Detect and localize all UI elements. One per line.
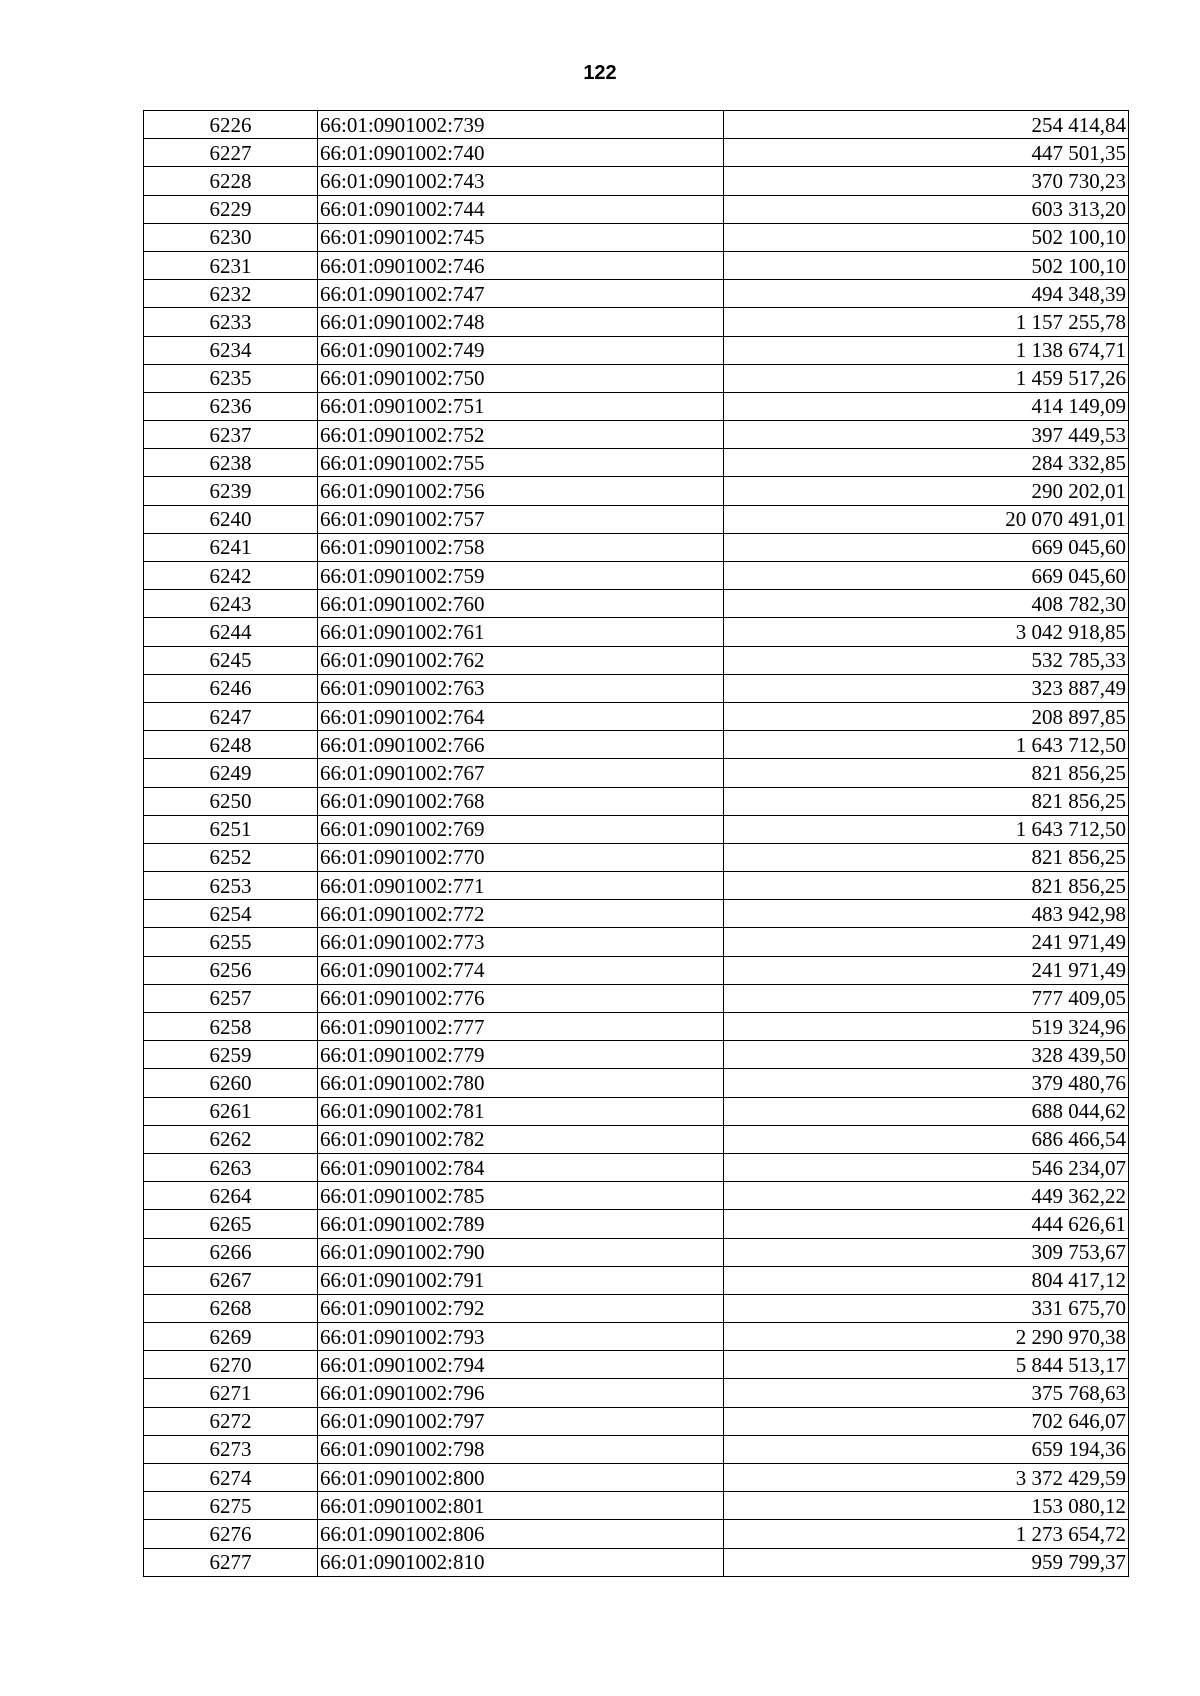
table-row: [144, 1238, 1129, 1266]
cadastral-number-cell: 66:01:0901002:750: [318, 364, 724, 392]
table-row: [144, 1097, 1129, 1125]
row-number-cell: 6250: [144, 787, 318, 815]
cadastral-number-cell: 66:01:0901002:756: [318, 477, 724, 505]
cadastral-number-cell: 66:01:0901002:771: [318, 872, 724, 900]
row-number-cell: 6233: [144, 308, 318, 336]
cadastral-number-cell: 66:01:0901002:784: [318, 1153, 724, 1181]
table-row: [144, 1153, 1129, 1181]
table-row: [144, 900, 1129, 928]
cadastral-value-cell: 1 643 712,50: [724, 815, 1129, 843]
table-row: [144, 562, 1129, 590]
row-number-cell: 6238: [144, 449, 318, 477]
cadastral-number-cell: 66:01:0901002:764: [318, 702, 724, 730]
cadastral-value-cell: 669 045,60: [724, 533, 1129, 561]
cadastral-number-cell: 66:01:0901002:781: [318, 1097, 724, 1125]
cadastral-value-cell: 408 782,30: [724, 590, 1129, 618]
table-row: [144, 1182, 1129, 1210]
cadastral-number-cell: 66:01:0901002:768: [318, 787, 724, 815]
cadastral-value-cell: 254 414,84: [724, 111, 1129, 139]
table-row: [144, 843, 1129, 871]
cadastral-number-cell: 66:01:0901002:743: [318, 167, 724, 195]
cadastral-value-cell: 483 942,98: [724, 900, 1129, 928]
cadastral-value-cell: 309 753,67: [724, 1238, 1129, 1266]
cadastral-number-cell: 66:01:0901002:763: [318, 674, 724, 702]
table-row: [144, 139, 1129, 167]
table-row: [144, 1407, 1129, 1435]
table-row: [144, 223, 1129, 251]
table-row: [144, 308, 1129, 336]
row-number-cell: 6243: [144, 590, 318, 618]
cadastral-number-cell: 66:01:0901002:769: [318, 815, 724, 843]
row-number-cell: 6232: [144, 280, 318, 308]
row-number-cell: 6252: [144, 843, 318, 871]
cadastral-value-cell: 449 362,22: [724, 1182, 1129, 1210]
table-row: [144, 1041, 1129, 1069]
table-row: [144, 1548, 1129, 1576]
table-row: [144, 1520, 1129, 1548]
table-row: [144, 731, 1129, 759]
cadastral-value-cell: 414 149,09: [724, 392, 1129, 420]
cadastral-number-cell: 66:01:0901002:755: [318, 449, 724, 477]
row-number-cell: 6275: [144, 1492, 318, 1520]
row-number-cell: 6236: [144, 392, 318, 420]
cadastral-value-cell: 688 044,62: [724, 1097, 1129, 1125]
cadastral-number-cell: 66:01:0901002:782: [318, 1125, 724, 1153]
cadastral-number-cell: 66:01:0901002:800: [318, 1464, 724, 1492]
table-row: [144, 590, 1129, 618]
row-number-cell: 6272: [144, 1407, 318, 1435]
row-number-cell: 6227: [144, 139, 318, 167]
table-row: [144, 449, 1129, 477]
table-row: [144, 1492, 1129, 1520]
row-number-cell: 6247: [144, 702, 318, 730]
cadastral-value-cell: 2 290 970,38: [724, 1323, 1129, 1351]
table-row: [144, 815, 1129, 843]
table-row: [144, 111, 1129, 139]
row-number-cell: 6260: [144, 1069, 318, 1097]
table-row: [144, 505, 1129, 533]
table-row: [144, 1464, 1129, 1492]
row-number-cell: 6266: [144, 1238, 318, 1266]
cadastral-value-cell: 686 466,54: [724, 1125, 1129, 1153]
table-row: [144, 759, 1129, 787]
row-number-cell: 6276: [144, 1520, 318, 1548]
row-number-cell: 6244: [144, 618, 318, 646]
table-row: [144, 872, 1129, 900]
row-number-cell: 6231: [144, 251, 318, 279]
cadastral-value-cell: 1 138 674,71: [724, 336, 1129, 364]
cadastral-number-cell: 66:01:0901002:747: [318, 280, 724, 308]
row-number-cell: 6237: [144, 421, 318, 449]
cadastral-value-cell: 532 785,33: [724, 646, 1129, 674]
table-row: [144, 1210, 1129, 1238]
cadastral-value-cell: 669 045,60: [724, 562, 1129, 590]
cadastral-value-cell: 1 459 517,26: [724, 364, 1129, 392]
table-row: [144, 928, 1129, 956]
cadastral-value-cell: 447 501,35: [724, 139, 1129, 167]
row-number-cell: 6267: [144, 1266, 318, 1294]
cadastral-number-cell: 66:01:0901002:789: [318, 1210, 724, 1238]
table-row: [144, 477, 1129, 505]
cadastral-number-cell: 66:01:0901002:793: [318, 1323, 724, 1351]
row-number-cell: 6262: [144, 1125, 318, 1153]
table-row: [144, 1125, 1129, 1153]
table-row: [144, 1323, 1129, 1351]
row-number-cell: 6241: [144, 533, 318, 561]
table-row: [144, 1294, 1129, 1322]
table-row: [144, 421, 1129, 449]
cadastral-number-cell: 66:01:0901002:749: [318, 336, 724, 364]
table-row: [144, 364, 1129, 392]
row-number-cell: 6257: [144, 984, 318, 1012]
table-row: [144, 533, 1129, 561]
table-row: [144, 787, 1129, 815]
cadastral-value-cell: 821 856,25: [724, 787, 1129, 815]
cadastral-value-cell: 959 799,37: [724, 1548, 1129, 1576]
cadastral-number-cell: 66:01:0901002:746: [318, 251, 724, 279]
cadastral-number-cell: 66:01:0901002:758: [318, 533, 724, 561]
cadastral-value-cell: 603 313,20: [724, 195, 1129, 223]
cadastral-value-cell: 702 646,07: [724, 1407, 1129, 1435]
row-number-cell: 6270: [144, 1351, 318, 1379]
row-number-cell: 6228: [144, 167, 318, 195]
cadastral-number-cell: 66:01:0901002:773: [318, 928, 724, 956]
table-row: [144, 195, 1129, 223]
cadastral-number-cell: 66:01:0901002:780: [318, 1069, 724, 1097]
cadastral-number-cell: 66:01:0901002:759: [318, 562, 724, 590]
cadastral-value-cell: 659 194,36: [724, 1435, 1129, 1463]
table-row: [144, 1351, 1129, 1379]
cadastral-value-cell: 546 234,07: [724, 1153, 1129, 1181]
cadastral-value-cell: 331 675,70: [724, 1294, 1129, 1322]
cadastral-value-cell: 328 439,50: [724, 1041, 1129, 1069]
table-row: [144, 1379, 1129, 1407]
table-row: [144, 280, 1129, 308]
cadastral-number-cell: 66:01:0901002:760: [318, 590, 724, 618]
cadastral-number-cell: 66:01:0901002:790: [318, 1238, 724, 1266]
cadastral-value-cell: 397 449,53: [724, 421, 1129, 449]
cadastral-number-cell: 66:01:0901002:739: [318, 111, 724, 139]
cadastral-number-cell: 66:01:0901002:772: [318, 900, 724, 928]
cadastral-value-cell: 494 348,39: [724, 280, 1129, 308]
cadastral-value-cell: 777 409,05: [724, 984, 1129, 1012]
cadastral-number-cell: 66:01:0901002:757: [318, 505, 724, 533]
cadastral-value-cell: 502 100,10: [724, 251, 1129, 279]
row-number-cell: 6253: [144, 872, 318, 900]
cadastral-number-cell: 66:01:0901002:762: [318, 646, 724, 674]
cadastral-number-cell: 66:01:0901002:776: [318, 984, 724, 1012]
cadastral-value-cell: 1 157 255,78: [724, 308, 1129, 336]
table-row: [144, 167, 1129, 195]
row-number-cell: 6269: [144, 1323, 318, 1351]
row-number-cell: 6254: [144, 900, 318, 928]
cadastral-number-cell: 66:01:0901002:740: [318, 139, 724, 167]
row-number-cell: 6265: [144, 1210, 318, 1238]
cadastral-number-cell: 66:01:0901002:752: [318, 421, 724, 449]
cadastral-value-cell: 502 100,10: [724, 223, 1129, 251]
table-row: [144, 1266, 1129, 1294]
cadastral-value-table: [143, 110, 1129, 1577]
table-row: [144, 1069, 1129, 1097]
cadastral-number-cell: 66:01:0901002:792: [318, 1294, 724, 1322]
row-number-cell: 6246: [144, 674, 318, 702]
row-number-cell: 6261: [144, 1097, 318, 1125]
cadastral-value-cell: 821 856,25: [724, 843, 1129, 871]
cadastral-number-cell: 66:01:0901002:770: [318, 843, 724, 871]
row-number-cell: 6259: [144, 1041, 318, 1069]
table-body: [144, 111, 1129, 1577]
row-number-cell: 6258: [144, 1013, 318, 1041]
cadastral-value-cell: 323 887,49: [724, 674, 1129, 702]
table-row: [144, 1435, 1129, 1463]
table-row: [144, 956, 1129, 984]
cadastral-value-cell: 1 273 654,72: [724, 1520, 1129, 1548]
row-number-cell: 6256: [144, 956, 318, 984]
row-number-cell: 6271: [144, 1379, 318, 1407]
cadastral-value-cell: 375 768,63: [724, 1379, 1129, 1407]
row-number-cell: 6235: [144, 364, 318, 392]
cadastral-value-cell: 821 856,25: [724, 872, 1129, 900]
row-number-cell: 6239: [144, 477, 318, 505]
cadastral-number-cell: 66:01:0901002:801: [318, 1492, 724, 1520]
table-row: [144, 1013, 1129, 1041]
cadastral-number-cell: 66:01:0901002:785: [318, 1182, 724, 1210]
table-row: [144, 392, 1129, 420]
row-number-cell: 6229: [144, 195, 318, 223]
cadastral-value-cell: 290 202,01: [724, 477, 1129, 505]
cadastral-value-cell: 804 417,12: [724, 1266, 1129, 1294]
cadastral-number-cell: 66:01:0901002:779: [318, 1041, 724, 1069]
row-number-cell: 6277: [144, 1548, 318, 1576]
table-row: [144, 702, 1129, 730]
cadastral-value-cell: 5 844 513,17: [724, 1351, 1129, 1379]
cadastral-number-cell: 66:01:0901002:791: [318, 1266, 724, 1294]
cadastral-value-cell: 241 971,49: [724, 956, 1129, 984]
cadastral-number-cell: 66:01:0901002:761: [318, 618, 724, 646]
cadastral-number-cell: 66:01:0901002:751: [318, 392, 724, 420]
row-number-cell: 6248: [144, 731, 318, 759]
cadastral-number-cell: 66:01:0901002:810: [318, 1548, 724, 1576]
cadastral-number-cell: 66:01:0901002:744: [318, 195, 724, 223]
cadastral-number-cell: 66:01:0901002:774: [318, 956, 724, 984]
row-number-cell: 6263: [144, 1153, 318, 1181]
cadastral-number-cell: 66:01:0901002:767: [318, 759, 724, 787]
table-row: [144, 674, 1129, 702]
cadastral-number-cell: 66:01:0901002:796: [318, 1379, 724, 1407]
cadastral-value-cell: 444 626,61: [724, 1210, 1129, 1238]
cadastral-number-cell: 66:01:0901002:745: [318, 223, 724, 251]
cadastral-value-cell: 241 971,49: [724, 928, 1129, 956]
cadastral-value-cell: 3 042 918,85: [724, 618, 1129, 646]
cadastral-value-cell: 20 070 491,01: [724, 505, 1129, 533]
table-row: [144, 336, 1129, 364]
row-number-cell: 6273: [144, 1435, 318, 1463]
cadastral-number-cell: 66:01:0901002:797: [318, 1407, 724, 1435]
cadastral-number-cell: 66:01:0901002:806: [318, 1520, 724, 1548]
row-number-cell: 6274: [144, 1464, 318, 1492]
table-row: [144, 646, 1129, 674]
cadastral-value-cell: 284 332,85: [724, 449, 1129, 477]
row-number-cell: 6249: [144, 759, 318, 787]
cadastral-number-cell: 66:01:0901002:798: [318, 1435, 724, 1463]
row-number-cell: 6242: [144, 562, 318, 590]
table-row: [144, 984, 1129, 1012]
row-number-cell: 6230: [144, 223, 318, 251]
row-number-cell: 6234: [144, 336, 318, 364]
table-row: [144, 251, 1129, 279]
row-number-cell: 6240: [144, 505, 318, 533]
row-number-cell: 6255: [144, 928, 318, 956]
table-row: [144, 618, 1129, 646]
cadastral-value-cell: 1 643 712,50: [724, 731, 1129, 759]
cadastral-value-cell: 208 897,85: [724, 702, 1129, 730]
cadastral-value-cell: 153 080,12: [724, 1492, 1129, 1520]
row-number-cell: 6251: [144, 815, 318, 843]
row-number-cell: 6264: [144, 1182, 318, 1210]
cadastral-value-cell: 3 372 429,59: [724, 1464, 1129, 1492]
cadastral-number-cell: 66:01:0901002:748: [318, 308, 724, 336]
cadastral-value-cell: 519 324,96: [724, 1013, 1129, 1041]
cadastral-number-cell: 66:01:0901002:794: [318, 1351, 724, 1379]
cadastral-value-cell: 379 480,76: [724, 1069, 1129, 1097]
cadastral-number-cell: 66:01:0901002:766: [318, 731, 724, 759]
row-number-cell: 6268: [144, 1294, 318, 1322]
cadastral-value-cell: 370 730,23: [724, 167, 1129, 195]
cadastral-number-cell: 66:01:0901002:777: [318, 1013, 724, 1041]
page-number: 122: [583, 62, 617, 84]
cadastral-value-cell: 821 856,25: [724, 759, 1129, 787]
row-number-cell: 6245: [144, 646, 318, 674]
row-number-cell: 6226: [144, 111, 318, 139]
